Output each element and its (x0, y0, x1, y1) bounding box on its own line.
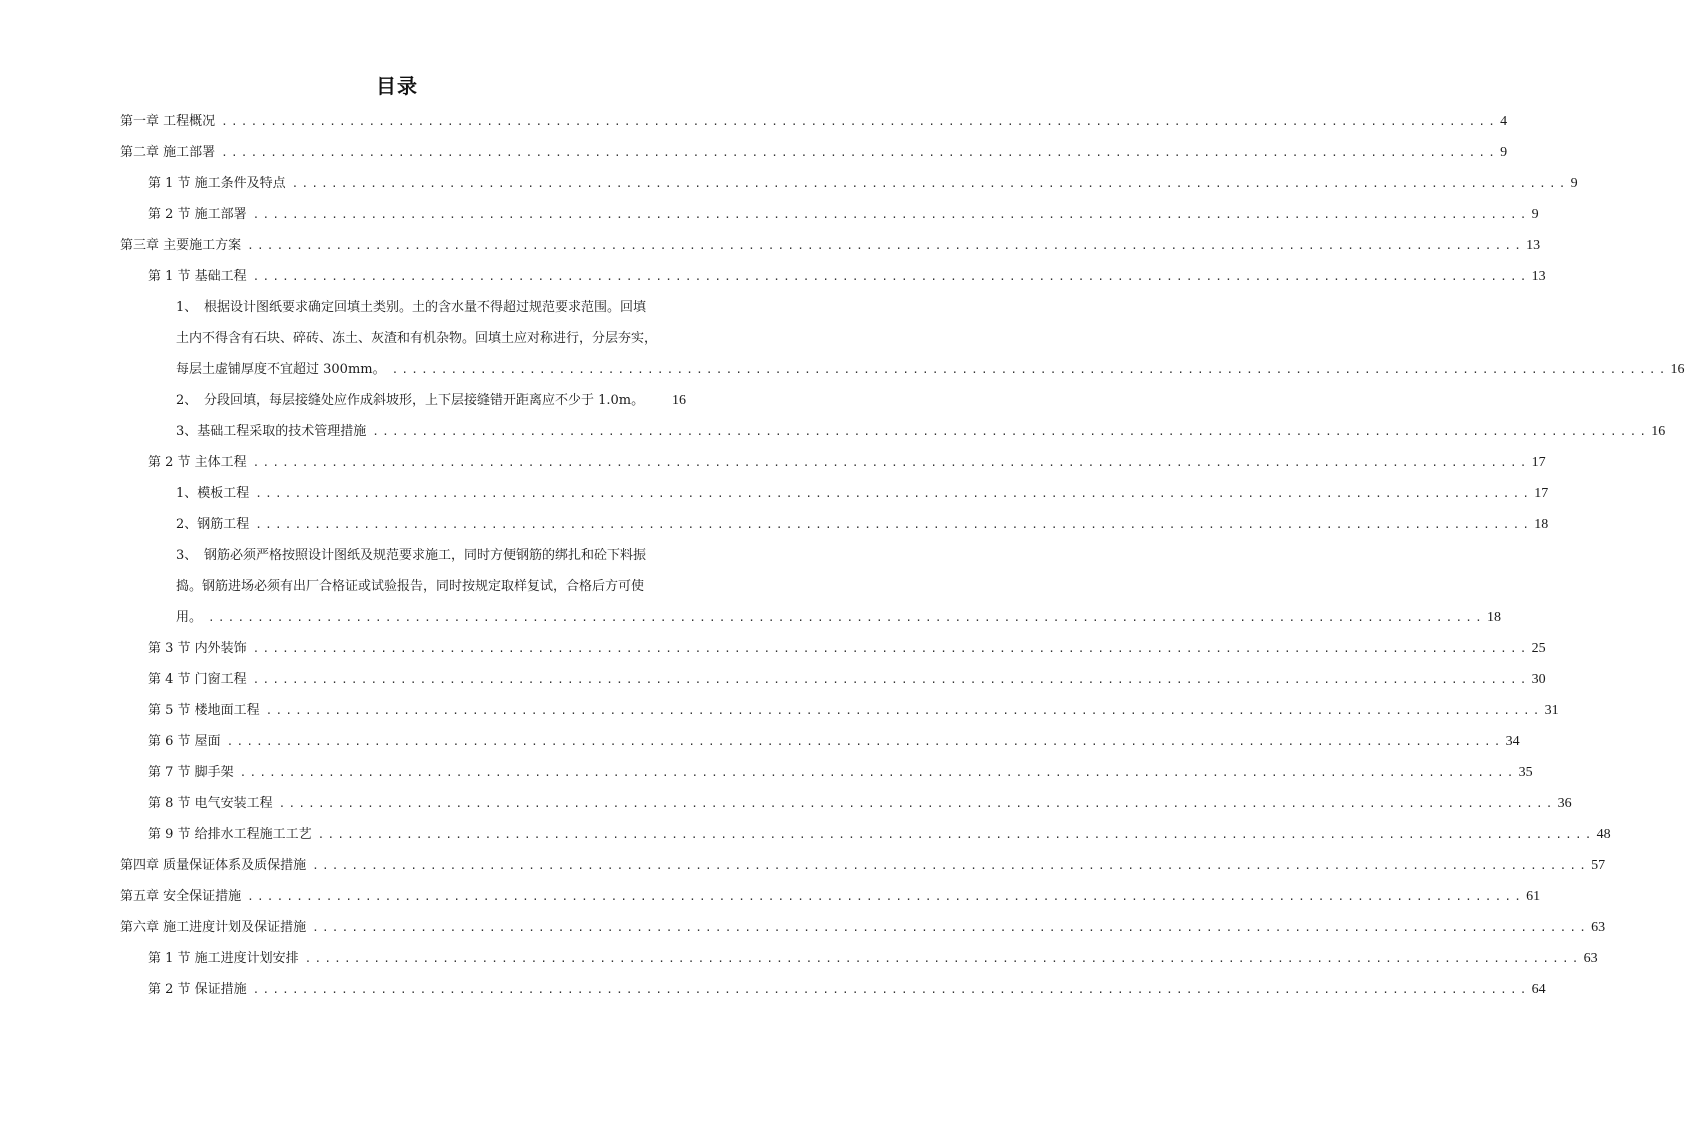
toc-entry-label: 第六章 施工进度计划及保证措施 (120, 920, 307, 935)
toc-entry-label: 分段回填，每层接缝处应作成斜坡形，上下层接缝错开距离应不少于 1.0m。 (204, 393, 645, 408)
toc-entry-section[interactable] (148, 763, 1533, 783)
toc-entry-section[interactable] (148, 794, 1572, 814)
dot-leader: .................................................................................................................................. (391, 363, 1669, 376)
toc-page-number: 17 (1534, 486, 1549, 501)
toc-entry-section[interactable] (148, 980, 1546, 1000)
dot-leader: .................................................................................................................................. (247, 239, 1525, 252)
dot-leader: .................................................................................................................................. (252, 983, 1530, 996)
toc-page-number: 31 (1544, 703, 1559, 718)
toc-page-number: 16 (672, 393, 686, 408)
dot-leader: .................................................................................................................................. (247, 890, 1525, 903)
toc-entry-label: 第 6 节 屋面 (148, 734, 221, 749)
toc-page-number: 25 (1531, 641, 1546, 656)
dot-leader: .................................................................................................................................. (221, 146, 1499, 159)
toc-page-number: 61 (1526, 889, 1541, 904)
toc-entry-label: 钢筋必须严格按照设计图纸及规范要求施工，同时方便钢筋的绑扎和砼下料振 (204, 548, 647, 563)
toc-entry-section[interactable] (148, 639, 1546, 659)
toc-entry-number: 3、 (176, 548, 198, 563)
toc-entry-label: 第 1 节 施工条件及特点 (148, 176, 286, 191)
toc-page-number: 48 (1596, 827, 1611, 842)
dot-leader: .................................................................................................................................. (255, 487, 1533, 500)
dot-leader: .................................................................................................................................. (252, 673, 1530, 686)
dot-leader: .................................................................................................................................. (265, 704, 1543, 717)
toc-entry-label: 第 8 节 电气安装工程 (148, 796, 273, 811)
dot-leader: .................................................................................................................................. (208, 611, 1485, 624)
dot-leader: .................................................................................................................................. (252, 208, 1530, 221)
toc-entry-number: 2、 (176, 517, 198, 532)
toc-entry-section[interactable] (148, 670, 1546, 690)
toc-entry-label: 第 5 节 楼地面工程 (148, 703, 260, 718)
dot-leader: .................................................................................................................................. (304, 952, 1582, 965)
toc-entry-number: 1、 (176, 300, 198, 315)
toc-entry-section[interactable] (148, 267, 1546, 287)
toc-entry-number: 1、 (176, 486, 198, 501)
toc-entry-continuation[interactable] (176, 360, 1685, 380)
toc-entry-label: 第 7 节 脚手架 (148, 765, 234, 780)
toc-entry-chapter-5[interactable] (120, 887, 1541, 907)
toc-page-number: 63 (1591, 920, 1606, 935)
toc-page-number: 9 (1531, 207, 1539, 222)
toc-page-number: 18 (1486, 610, 1501, 625)
toc-entry-section[interactable] (148, 732, 1520, 752)
toc-entry-chapter-3[interactable] (120, 236, 1541, 256)
toc-entry-subsection[interactable] (176, 422, 1666, 442)
dot-leader: .................................................................................................................................. (372, 425, 1650, 438)
toc-page-number: 64 (1531, 982, 1546, 997)
dot-leader: .................................................................................................................................. (312, 921, 1590, 934)
toc-entry-continuation[interactable] (176, 329, 686, 349)
toc-page-number: 16 (1651, 424, 1666, 439)
dot-leader: .................................................................................................................................. (252, 642, 1530, 655)
toc-page-number: 9 (1500, 145, 1508, 160)
toc-page-number: 36 (1557, 796, 1572, 811)
toc-entry-subsection[interactable] (176, 298, 686, 318)
toc-entry-continuation[interactable] (176, 608, 1501, 628)
toc-entry-label: 第 2 节 施工部署 (148, 207, 247, 222)
dot-leader: .................................................................................................................................. (226, 735, 1504, 748)
toc-page-number: 35 (1518, 765, 1533, 780)
toc-page-number: 16 (1670, 362, 1685, 377)
toc-entry-label: 土内不得含有石块、碎砖、冻土、灰渣和有机杂物。回填土应对称进行，分层夯实， (176, 331, 658, 346)
toc-entry-section[interactable] (148, 825, 1611, 845)
toc-title: 目录 (376, 74, 418, 98)
dot-leader: .................................................................................................................................. (291, 177, 1569, 190)
dot-leader: .................................................................................................................................. (239, 766, 1517, 779)
toc-page-number: 57 (1591, 858, 1606, 873)
toc-entry-label: 第 3 节 内外装饰 (148, 641, 247, 656)
dot-leader: .................................................................................................................................. (312, 859, 1590, 872)
toc-entry-subsection[interactable] (176, 515, 1549, 535)
toc-entry-label: 第 1 节 基础工程 (148, 269, 247, 284)
toc-entry-label: 捣。钢筋进场必须有出厂合格证或试验报告，同时按规定取样复试，合格后方可使 (176, 579, 645, 594)
toc-entry-chapter-4[interactable] (120, 856, 1606, 876)
toc-entry-label: 第 1 节 施工进度计划安排 (148, 951, 299, 966)
toc-entry-label: 基础工程采取的技术管理措施 (197, 424, 367, 439)
toc-page-number: 18 (1534, 517, 1549, 532)
dot-leader: .................................................................................................................................. (252, 270, 1530, 283)
toc-entry-label: 第二章 施工部署 (120, 145, 216, 160)
toc-entry-number: 3、 (176, 424, 198, 439)
toc-page-number: 34 (1505, 734, 1520, 749)
toc-entry-chapter-6[interactable] (120, 918, 1606, 938)
toc-entry-label: 第五章 安全保证措施 (120, 889, 242, 904)
toc-entry-section[interactable] (148, 949, 1598, 969)
toc-entry-label: 第 2 节 主体工程 (148, 455, 247, 470)
dot-leader: .................................................................................................................................. (252, 456, 1530, 469)
toc-page-number: 4 (1500, 114, 1508, 129)
toc-entry-chapter-1[interactable] (120, 112, 1508, 132)
toc-entry-label: 钢筋工程 (197, 517, 250, 532)
toc-entry-label: 第一章 工程概况 (120, 114, 216, 129)
toc-page-number: 9 (1570, 176, 1578, 191)
toc-entry-continuation[interactable] (176, 577, 686, 597)
toc-entry-label: 用。 (176, 610, 203, 625)
toc-page-number: 30 (1531, 672, 1546, 687)
toc-entry-label: 根据设计图纸要求确定回填土类别。土的含水量不得超过规范要求范围。回填 (204, 300, 647, 315)
toc-entry-subsection[interactable] (176, 391, 686, 411)
toc-entry-section[interactable] (148, 701, 1559, 721)
toc-entry-section[interactable] (148, 453, 1546, 473)
toc-entry-label: 每层土虚铺厚度不宜超过 300mm。 (176, 362, 386, 377)
toc-entry-subsection[interactable] (176, 484, 1549, 504)
toc-entry-subsection[interactable] (176, 546, 686, 566)
toc-entry-label: 第 4 节 门窗工程 (148, 672, 247, 687)
toc-page-number: 13 (1526, 238, 1541, 253)
dot-leader: .................................................................................................................................. (317, 828, 1595, 841)
dot-leader: .................................................................................................................................. (221, 115, 1499, 128)
toc-entry-number: 2、 (176, 393, 198, 408)
toc-entry-label: 模板工程 (197, 486, 250, 501)
toc-page-number: 63 (1583, 951, 1598, 966)
toc-page-number: 13 (1531, 269, 1546, 284)
toc-entry-section[interactable] (148, 205, 1539, 225)
toc-page-number: 17 (1531, 455, 1546, 470)
toc-entry-label: 第 9 节 给排水工程施工工艺 (148, 827, 312, 842)
dot-leader: .................................................................................................................................. (278, 797, 1556, 810)
toc-entry-section[interactable] (148, 174, 1578, 194)
toc-entry-label: 第三章 主要施工方案 (120, 238, 242, 253)
toc-entry-chapter-2[interactable] (120, 143, 1508, 163)
toc-entry-label: 第 2 节 保证措施 (148, 982, 247, 997)
toc-entry-label: 第四章 质量保证体系及质保措施 (120, 858, 307, 873)
dot-leader: .................................................................................................................................. (255, 518, 1533, 531)
